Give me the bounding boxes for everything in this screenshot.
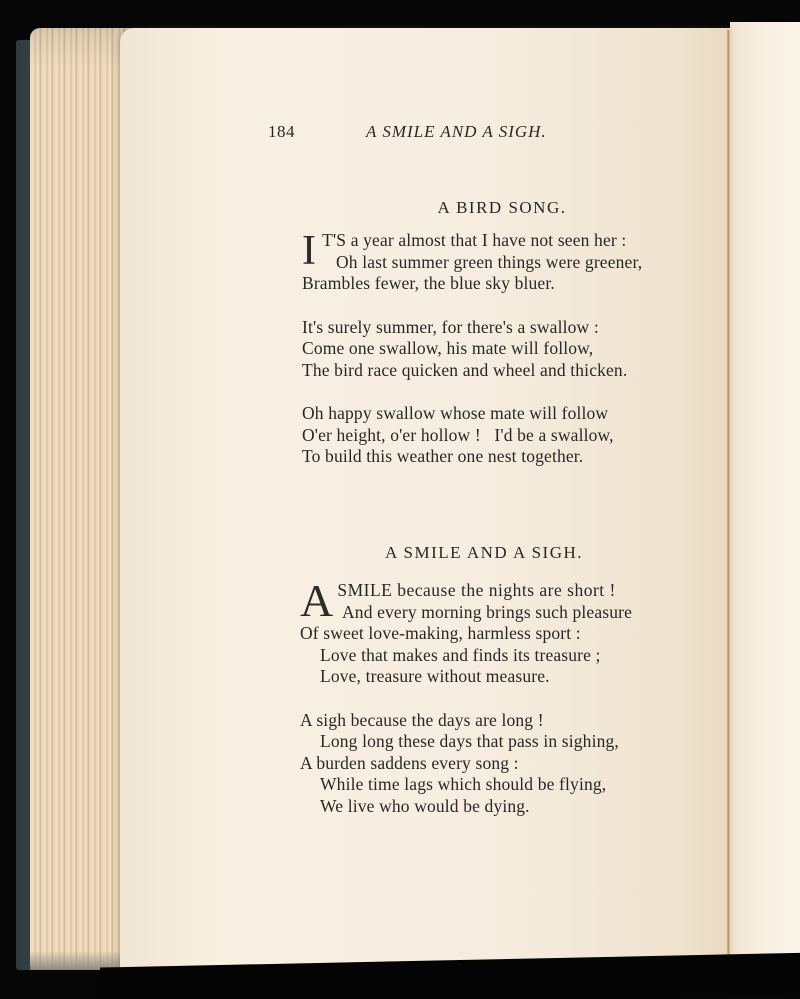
- stanza: [302, 230, 682, 295]
- running-title: A SMILE AND A SIGH.: [366, 122, 547, 141]
- poem-line: To build this weather one nest together.: [302, 446, 584, 466]
- poem-title-smile-and-sigh: A SMILE AND A SIGH.: [384, 543, 584, 562]
- poem-line: Of sweet love-making, harmless sport :: [300, 623, 581, 643]
- poem-line: It's surely summer, for there's a swallow :: [302, 316, 599, 337]
- poem-line: The bird race quicken and wheel and thicken.: [302, 359, 628, 380]
- poem-line: We live who would be dying.: [320, 795, 530, 816]
- drop-cap: A: [300, 575, 334, 626]
- poem-line: While time lags which should be flying,: [320, 774, 607, 794]
- poem-line: Brambles fewer, the blue sky bluer.: [302, 273, 555, 293]
- poem-title-bird-song: A BIRD SONG.: [437, 198, 567, 217]
- poem-line: Come one swallow, his mate will follow,: [302, 338, 594, 358]
- poem-line: Love, treasure without measure.: [320, 666, 550, 686]
- page-number: 184: [268, 122, 295, 141]
- stanza: [300, 710, 680, 818]
- poem-line: A sigh because the days are long !: [300, 709, 544, 730]
- stanza: [300, 575, 680, 688]
- stanza: [302, 403, 682, 468]
- page-text: [262, 118, 682, 816]
- running-head: [262, 118, 682, 146]
- poem-line: O'er height, o'er hollow ! I'd be a swallow,: [302, 424, 614, 445]
- poem-smile-and-sigh: [300, 575, 680, 839]
- book-gutter: [727, 30, 730, 970]
- poem-line: Long long these days that pass in sighing,: [320, 731, 619, 751]
- poem-line: And every morning brings such pleasure: [342, 601, 633, 622]
- poem-line: Love that makes and finds its treasure ;: [320, 644, 601, 665]
- right-page: [730, 22, 800, 972]
- stanza: [302, 317, 682, 382]
- poem-line: A burden saddens every song :: [300, 752, 519, 773]
- poem-bird-song: [302, 230, 682, 490]
- line-text: T'S a year almost that I have not seen her :: [322, 230, 627, 250]
- background-top: [150, 0, 800, 30]
- poem-line: Oh last summer green things were greener,: [336, 251, 643, 272]
- drop-cap: I: [302, 228, 317, 274]
- poem-line: Oh happy swallow whose mate will follow: [302, 403, 609, 423]
- line-text: SMILE because the nights are short !: [337, 580, 616, 600]
